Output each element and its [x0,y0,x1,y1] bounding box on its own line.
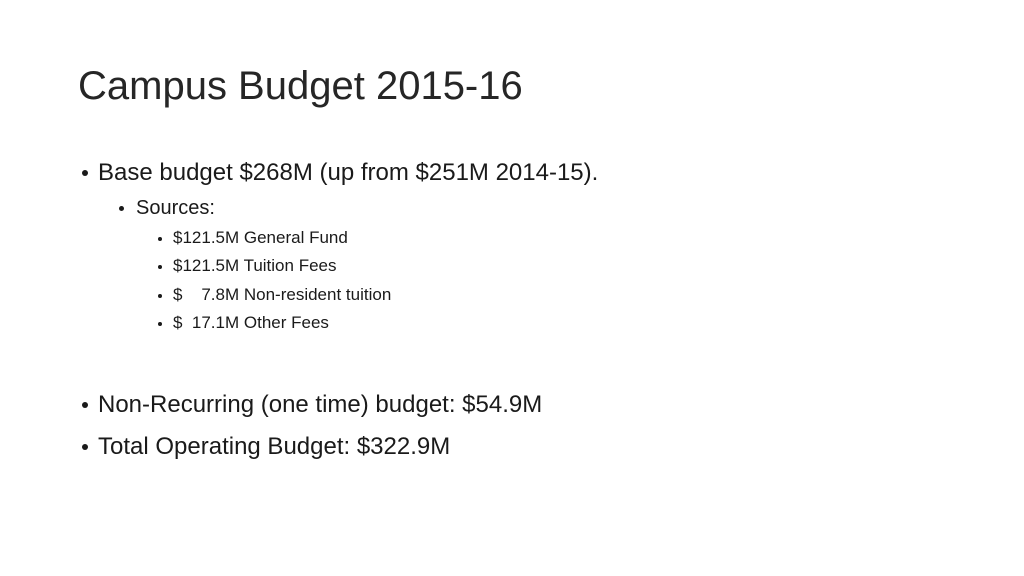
source-item-non-resident-tuition: $ 7.8M Non-resident tuition [173,285,392,304]
bullet-icon [82,170,88,176]
source-item-other-fees: $ 17.1M Other Fees [173,313,329,332]
source-item-general-fund: $121.5M General Fund [173,228,348,247]
bullet-base-budget: Base budget $268M (up from $251M 2014-15). [98,159,599,186]
source-item-tuition-fees: $121.5M Tuition Fees [173,256,337,275]
bullet-sources-label: Sources: [136,197,215,219]
bullet-icon [158,237,162,241]
bullet-total-operating: Total Operating Budget: $322.9M [98,433,451,460]
bullet-icon [119,206,124,211]
bullet-non-recurring: Non-Recurring (one time) budget: $54.9M [98,391,543,418]
bullet-icon [158,265,162,269]
bullet-icon [82,444,88,450]
bullet-icon [158,322,162,326]
bullet-icon [82,402,88,408]
slide-title: Campus Budget 2015-16 [78,64,523,108]
bullet-icon [158,294,162,298]
